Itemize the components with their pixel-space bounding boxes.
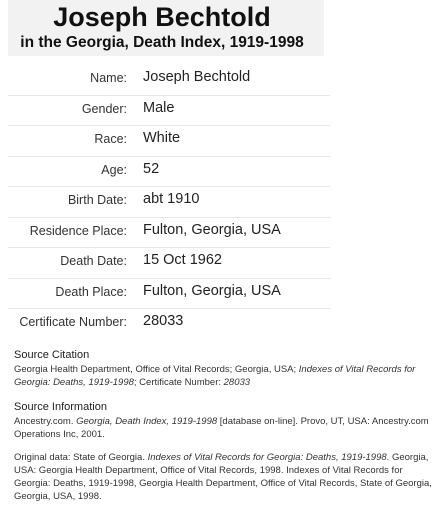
field-label: Certificate Number: bbox=[19, 315, 127, 329]
original-title: Indexes of Vital Records for Georgia: Deaths, 1919-1998 bbox=[147, 452, 387, 463]
source-information-heading: Source Information bbox=[14, 401, 107, 413]
field-label: Race: bbox=[94, 132, 127, 146]
original-text: . Georgia, USA: Georgia Health Department, Office of Vital Records, 1998. Indexes of Vital Records for Georgia: Deaths, 1919-1998, Georgia Health Department, Office of Vital Records, State of Georgia, Georgia, USA, 1998. bbox=[14, 452, 432, 502]
source-citation-text bbox=[14, 363, 434, 389]
field-label: Birth Date: bbox=[67, 193, 127, 207]
field-row-name bbox=[8, 65, 330, 96]
field-label: Gender: bbox=[81, 101, 127, 116]
field-row-death-date bbox=[8, 248, 330, 279]
field-row-residence-place bbox=[8, 218, 330, 249]
citation-certificate: 28033 bbox=[223, 377, 251, 388]
source-citation-heading: Source Citation bbox=[14, 349, 90, 361]
info-text: Ancestry.com. bbox=[14, 416, 77, 427]
record-fields bbox=[8, 65, 330, 339]
field-value: abt 1910 bbox=[143, 191, 200, 207]
source-information-text bbox=[14, 415, 434, 441]
source-citation bbox=[14, 348, 434, 389]
citation-text: ; Certificate Number: bbox=[133, 377, 224, 388]
field-value: White bbox=[143, 130, 181, 146]
field-value: 15 Oct 1962 bbox=[143, 252, 222, 268]
field-value: Fulton, Georgia, USA bbox=[143, 221, 281, 238]
citation-title: Indexes of Vital Records for Georgia: Deaths, 1919-1998 bbox=[14, 364, 416, 388]
citation-text: Georgia Health Department, Office of Vital Records; Georgia, USA; bbox=[14, 364, 299, 375]
field-label: Age: bbox=[101, 162, 127, 177]
field-label: Name: bbox=[90, 71, 127, 85]
field-label: Residence Place: bbox=[29, 223, 127, 238]
field-row-birth-date bbox=[8, 187, 330, 218]
field-label: Death Place: bbox=[55, 284, 127, 299]
field-value: Fulton, Georgia, USA bbox=[143, 282, 281, 299]
page-subtitle: in the Georgia, Death Index, 1919-1998 bbox=[20, 34, 304, 51]
field-row-gender bbox=[8, 96, 330, 127]
field-value: Joseph Bechtold bbox=[143, 69, 251, 85]
field-row-race bbox=[8, 126, 330, 157]
source-information bbox=[14, 400, 434, 441]
field-value: 28033 bbox=[143, 313, 184, 329]
field-row-certificate-number bbox=[8, 309, 330, 339]
original-data bbox=[14, 451, 434, 503]
field-label: Death Date: bbox=[60, 254, 127, 268]
original-data-text bbox=[14, 451, 434, 503]
page-title: Joseph Bechtold bbox=[53, 2, 271, 32]
original-text: Original data: State of Georgia. bbox=[14, 452, 148, 463]
field-value: 52 bbox=[143, 160, 160, 177]
info-text: [database on-line]. Provo, UT, USA: Ancestry.com Operations Inc, 2001. bbox=[14, 416, 429, 440]
field-value: Male bbox=[143, 99, 175, 116]
field-row-age bbox=[8, 157, 330, 188]
field-row-death-place bbox=[8, 279, 330, 310]
info-title: Georgia, Death Index, 1919-1998 bbox=[76, 416, 218, 427]
